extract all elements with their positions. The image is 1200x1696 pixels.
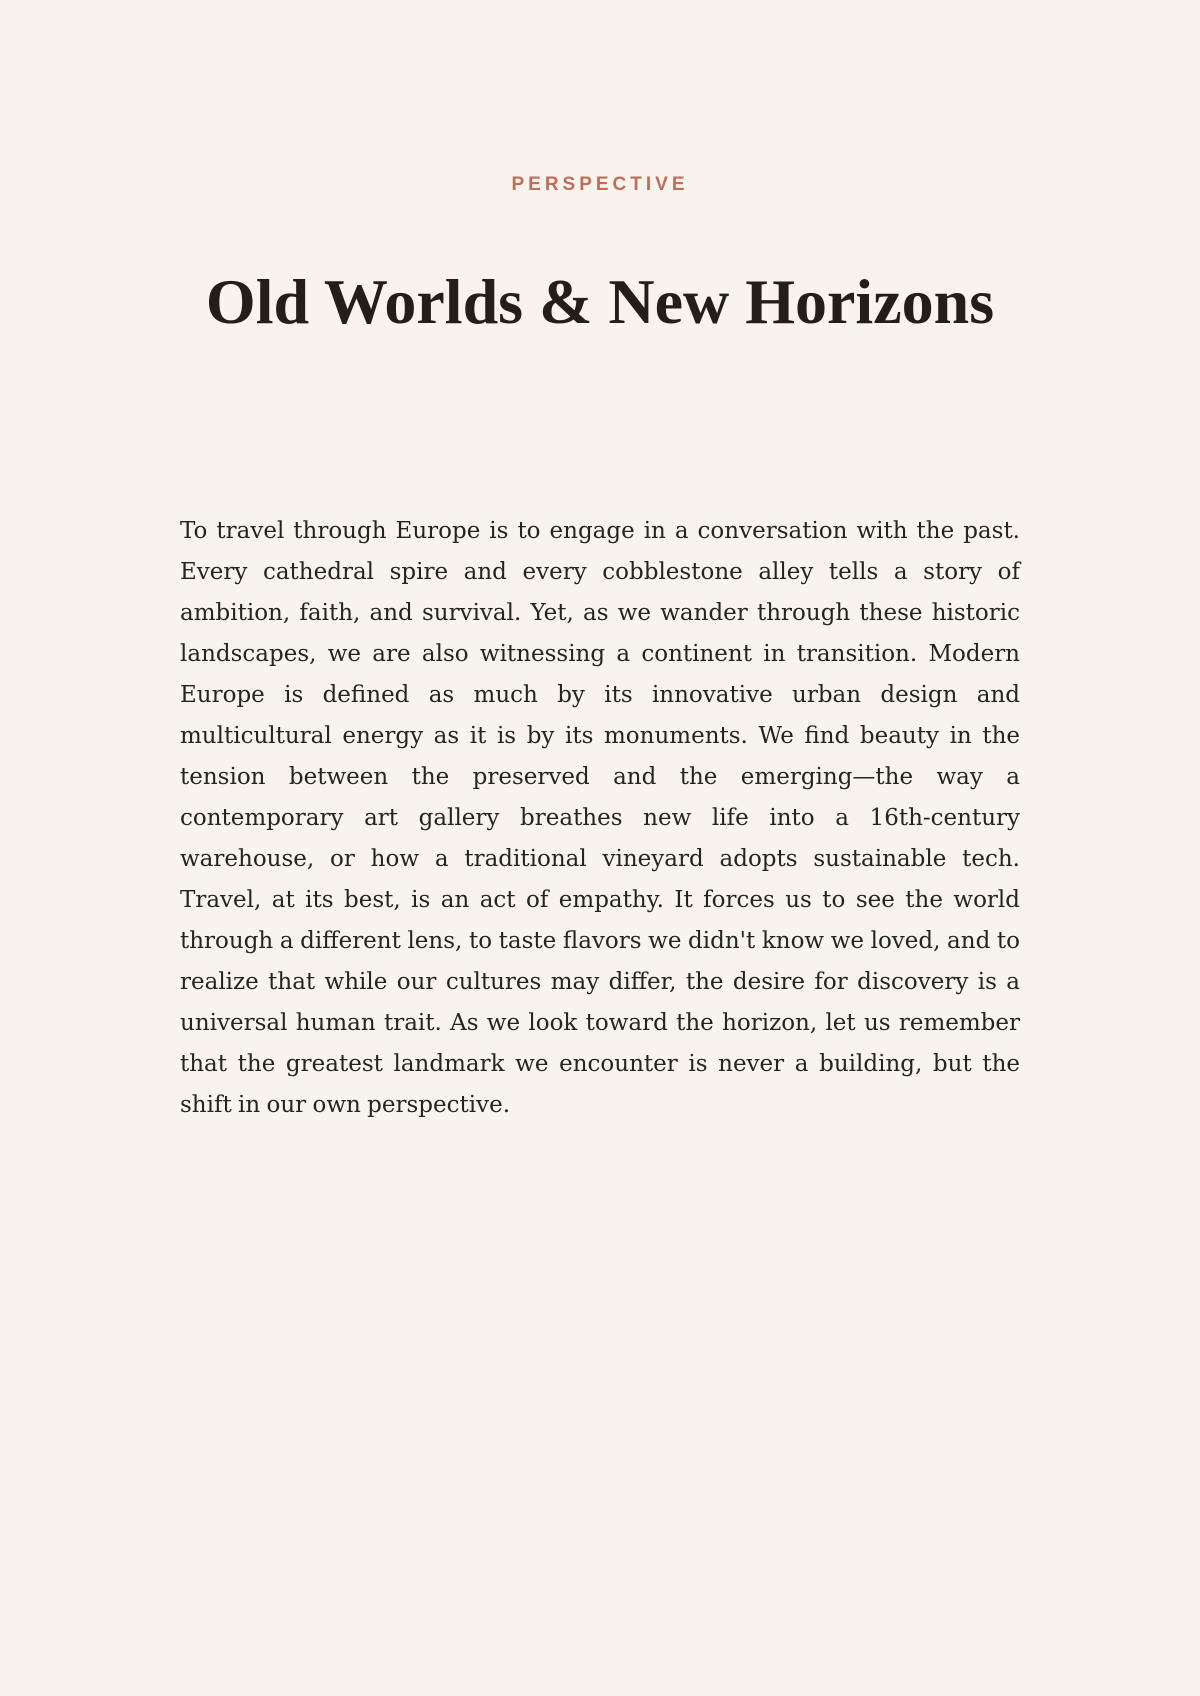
article-title: Old Worlds & New Horizons — [205, 266, 995, 337]
section-eyebrow: PERSPECTIVE — [511, 174, 689, 195]
article-body: To travel through Europe is to engage in a conversation with the past. Every cathedral spire and every cobblestone alley tells a story of ambition, faith, and survival. Yet, as we wander through these historic landscapes, we are also witnessing a continent in transition. Modern Europe is defined as much by its innovative urban design and multicultural energy as it is by its monuments. We find beauty in the tension between the preserved and the emerging—the way a contemporary art gallery breathes new life into a 16th-century warehouse, or how a traditional vineyard adopts sustainable tech. Travel, at its best, is an act of empathy. It forces us to see the world through a different lens, to taste flavors we didn't know we loved, and to realize that while our cultures may differ, the desire for discovery is a universal human trait. As we look toward the horizon, let us remember that the greatest landmark we encounter is never a building, but the shift in our own perspective. — [180, 518, 1020, 1118]
